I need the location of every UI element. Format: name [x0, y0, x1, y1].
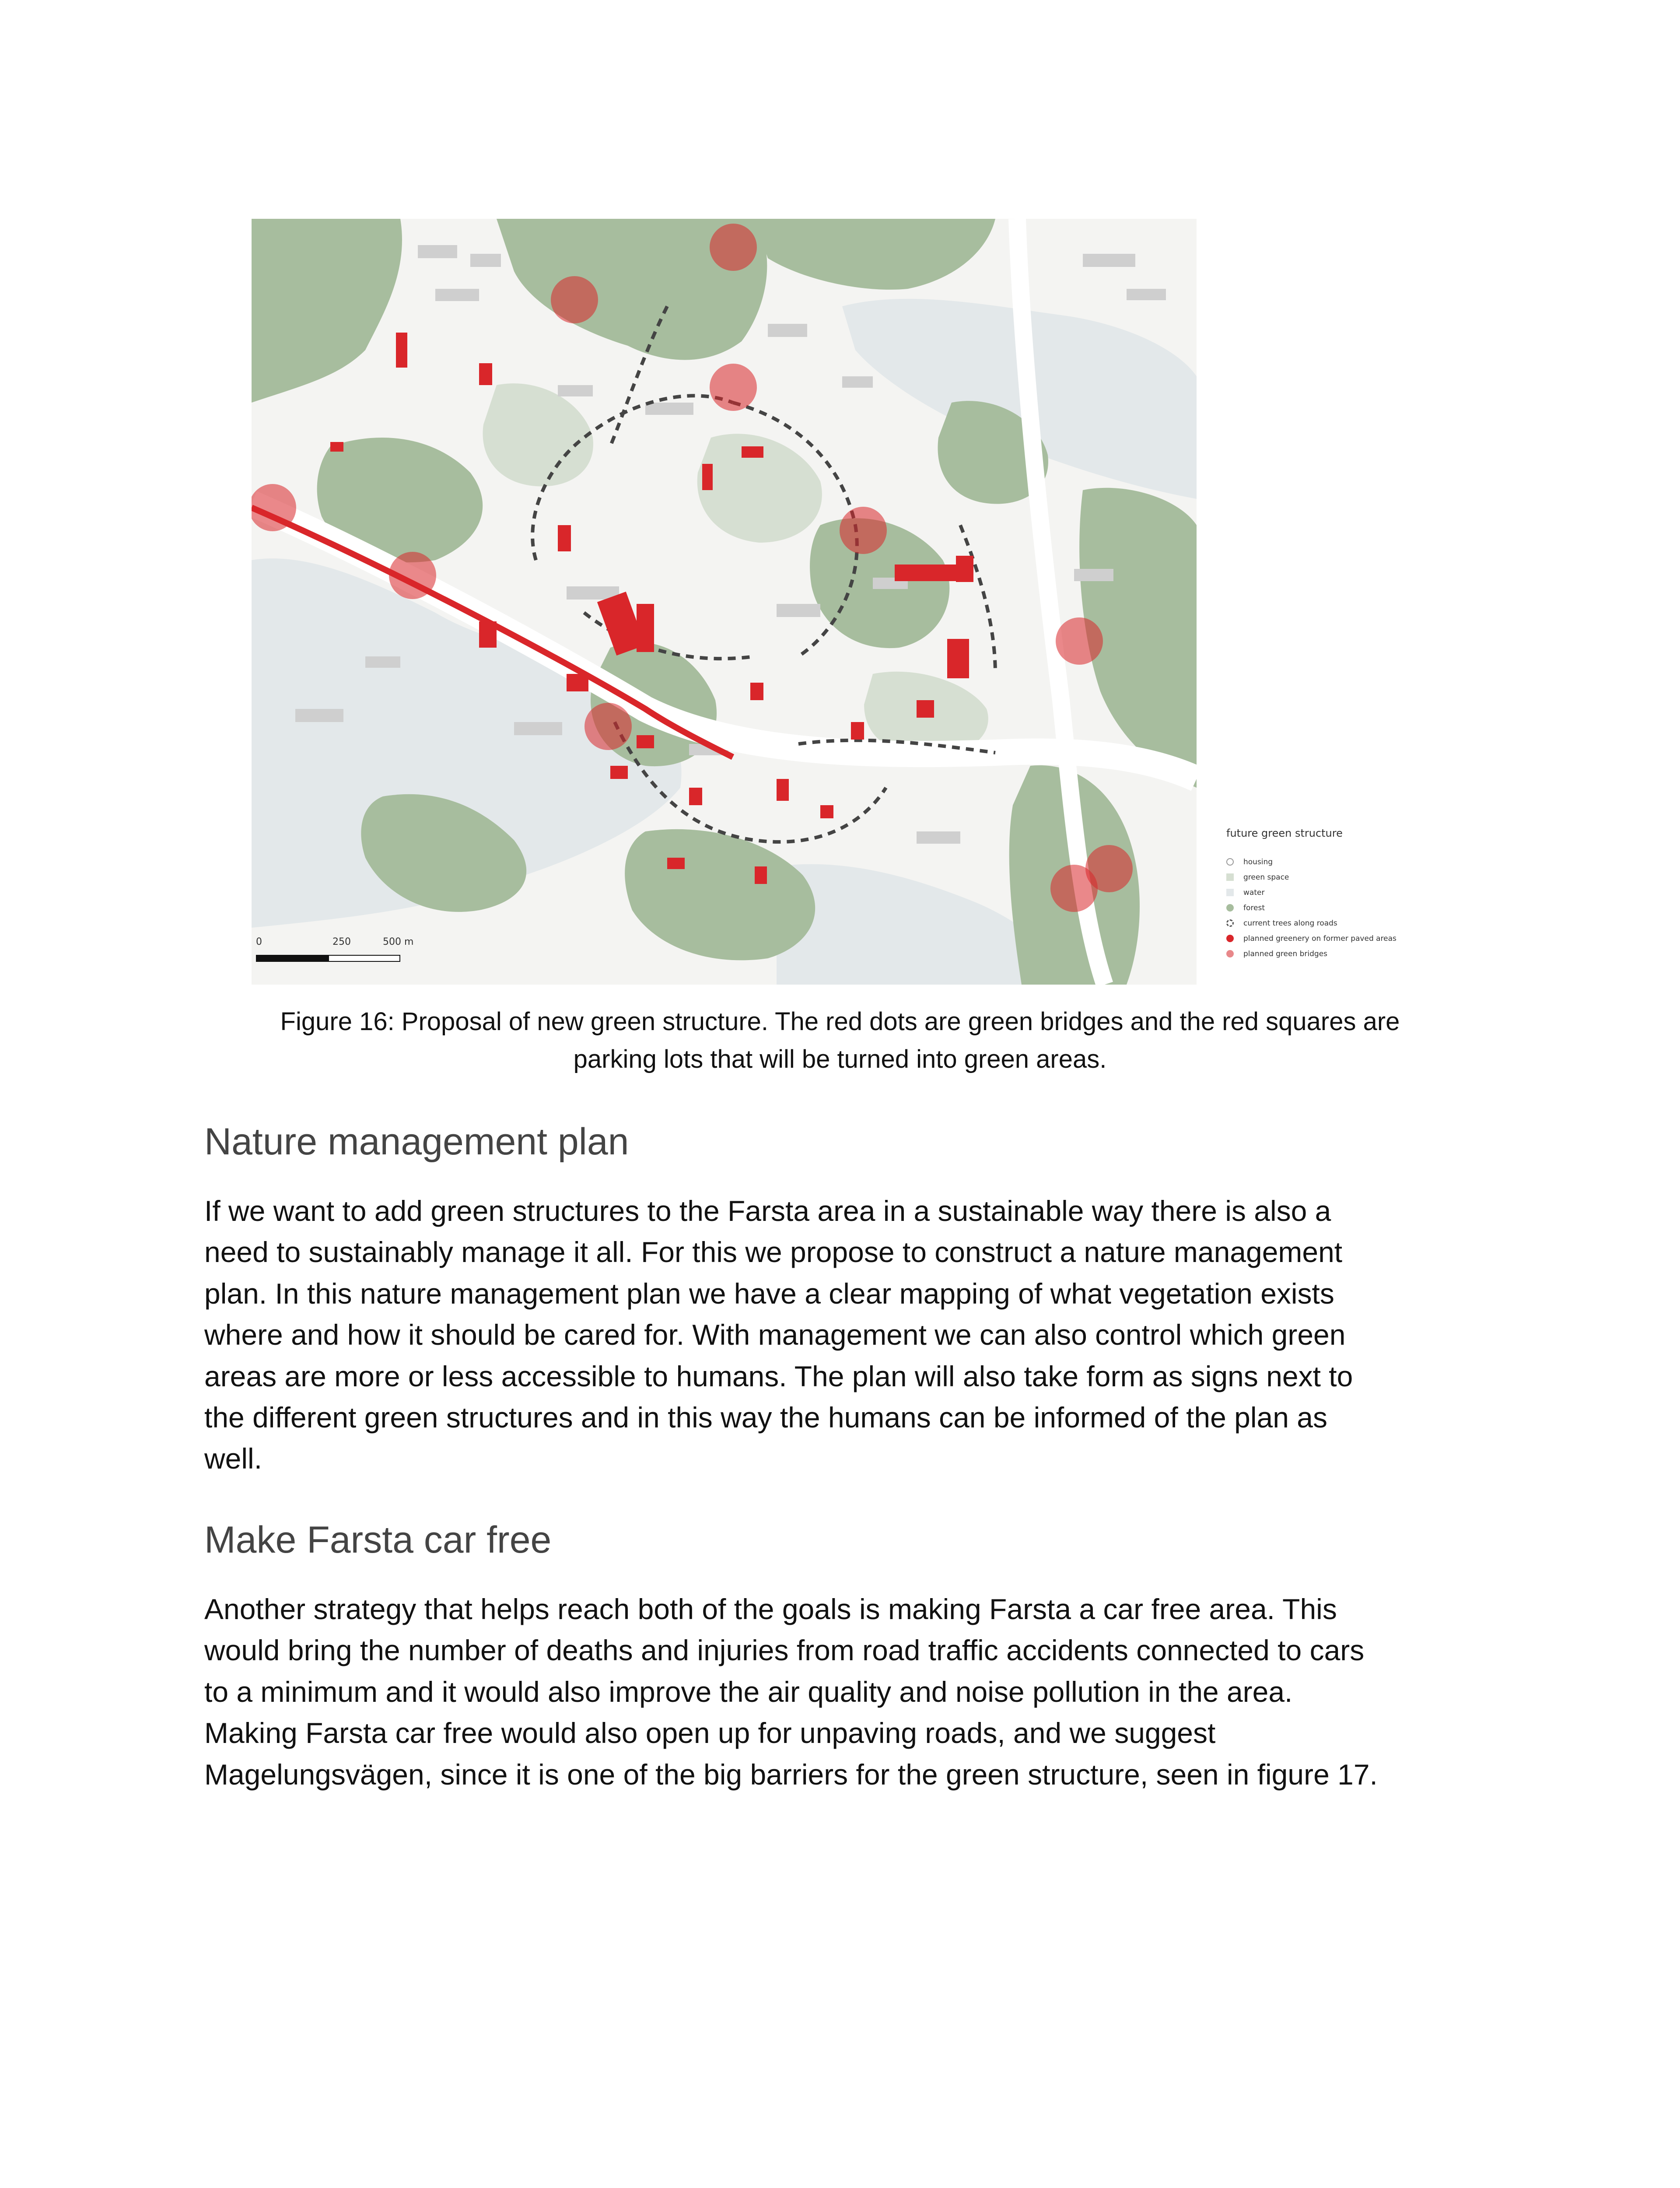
- section-body-car-free: [204, 1588, 1508, 1795]
- legend-item-water: [1226, 885, 1439, 900]
- map-legend: [1226, 827, 1439, 961]
- legend-label: housing: [1243, 857, 1273, 866]
- legend-label: planned greenery on former paved areas: [1243, 934, 1396, 943]
- text-line: need to sustainably manage it all. For this we propose to construct a nature management: [204, 1236, 1343, 1269]
- legend-item-planned-greenery: [1226, 931, 1439, 946]
- scale-segment-dark: [256, 955, 328, 962]
- text-line: plan. In this nature management plan we have a clear mapping of what vegetation exists: [204, 1277, 1334, 1310]
- planned-greenery-swatch-icon: [1226, 935, 1234, 942]
- map-figure: [252, 219, 1439, 985]
- text-line: the different green structures and in this way the humans can be informed of the plan as: [204, 1401, 1327, 1434]
- legend-item-green-space: [1226, 870, 1439, 885]
- text-line: to a minimum and it would also improve the air quality and noise pollution in the area.: [204, 1675, 1293, 1708]
- scale-label-end: 500 m: [383, 936, 414, 947]
- figure-caption: [184, 1003, 1496, 1078]
- legend-item-green-bridges: [1226, 946, 1439, 961]
- text-line: Magelungsvägen, since it is one of the big barriers for the green structure, seen in figure 17.: [204, 1758, 1378, 1791]
- section-heading-car-free: Make Farsta car free: [204, 1519, 552, 1561]
- legend-label: planned green bridges: [1243, 949, 1328, 958]
- legend-label: forest: [1243, 903, 1265, 912]
- tree-line-swatch-icon: [1226, 919, 1234, 927]
- section-heading-nature-management: Nature management plan: [204, 1121, 629, 1163]
- legend-title: future green structure: [1226, 827, 1343, 839]
- forest-swatch-icon: [1226, 904, 1234, 912]
- scale-label-zero: 0: [256, 936, 262, 947]
- water-swatch-icon: [1226, 889, 1234, 896]
- text-line: areas are more or less accessible to humans. The plan will also take form as signs next to: [204, 1360, 1353, 1392]
- legend-label: current trees along roads: [1243, 919, 1337, 928]
- caption-line: parking lots that will be turned into green areas.: [573, 1045, 1107, 1073]
- text-line: If we want to add green structures to the Farsta area in a sustainable way there is also a: [204, 1195, 1331, 1227]
- text-line: where and how it should be cared for. With management we can also control which green: [204, 1318, 1346, 1351]
- green-bridge-swatch-icon: [1226, 950, 1234, 957]
- scale-segment-light: [328, 955, 400, 962]
- text-line: well.: [204, 1442, 262, 1475]
- legend-item-housing: [1226, 854, 1439, 870]
- text-line: Making Farsta car free would also open up for unpaving roads, and we suggest: [204, 1717, 1216, 1750]
- scale-bar: [256, 936, 431, 971]
- caption-line: Figure 16: Proposal of new green structure. The red dots are green bridges and the red squares are: [280, 1007, 1400, 1036]
- section-body-nature-management: [204, 1190, 1508, 1480]
- text-line: would bring the number of deaths and injuries from road traffic accidents connected to cars: [204, 1634, 1365, 1667]
- text-line: Another strategy that helps reach both of the goals is making Farsta a car free area. This: [204, 1593, 1337, 1625]
- scale-label-mid: 250: [332, 936, 351, 947]
- legend-label: green space: [1243, 873, 1289, 882]
- legend-item-trees: [1226, 915, 1439, 931]
- legend-label: water: [1243, 888, 1265, 897]
- green-space-swatch-icon: [1226, 873, 1234, 881]
- housing-swatch-icon: [1226, 858, 1234, 866]
- legend-item-forest: [1226, 900, 1439, 915]
